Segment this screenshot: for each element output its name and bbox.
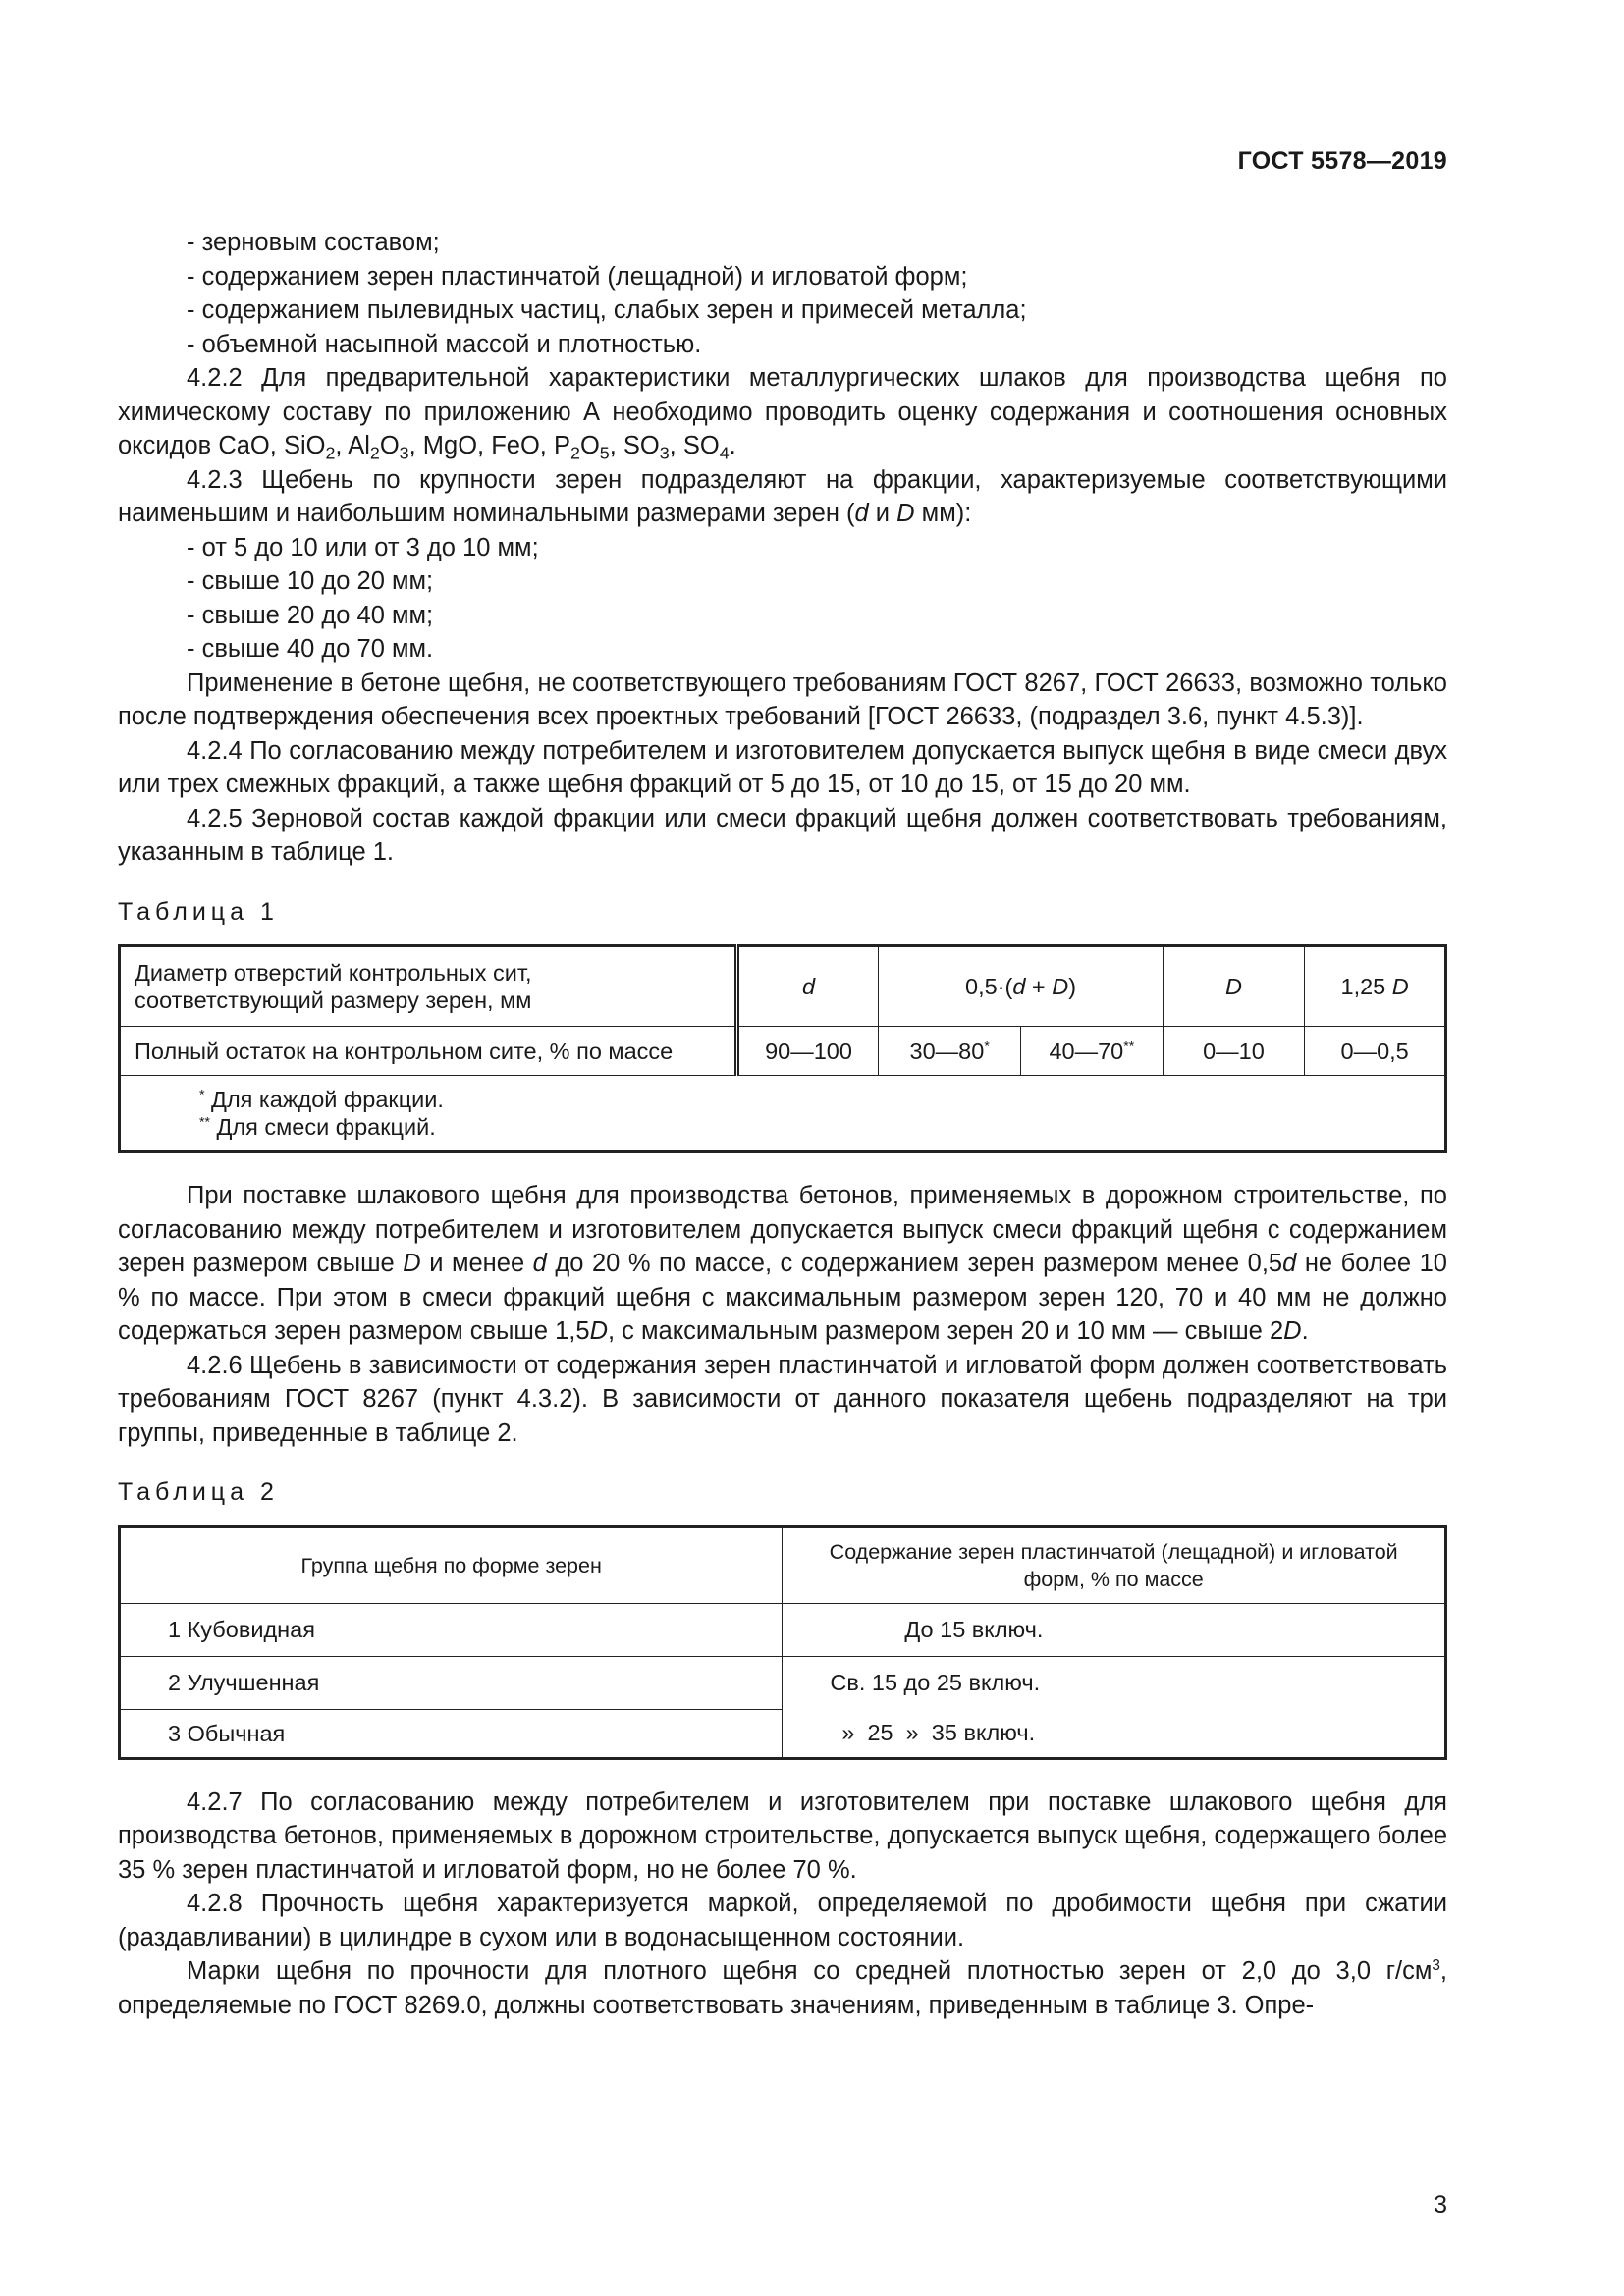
table1-header-D: D [1163, 946, 1305, 1027]
paragraph-supply: При поставке шлакового щебня для производства бетонов, применяемых в дорожном строительстве, по согласованию между потребителем и изготовителем допускается выпуск смеси фракций щебня с содержанием зерен размером свыше D и менее d до 20 % по массе, с содержанием зерен размером менее 0,5d не более 10 % по массе. При этом в смеси фракций щебня с максимальным размером зерен 120, 70 и 40 мм не должно содержаться зерен размером свыше 1,5D, с максимальным размером зерен 20 и 10 мм — свыше 2D. [118, 1182, 1447, 1345]
page-number: 3 [1434, 2191, 1447, 2218]
table-row [120, 1656, 1446, 1709]
table2-value: Св. 15 до 25 включ. [783, 1656, 1446, 1709]
table-1-caption: Таблица 1 [118, 897, 279, 926]
paragraph-4-2-2: 4.2.2 Для предварительной характеристики металлургических шлаков для производства щебня по химическому составу по приложению А необходимо проводить оценку содержания и соотношения основных оксидов CaO, SiO$_2$, $Al_2O_3$, MgO, FeO, $P_2O_5$, $SO_3$, $SO_4$. [118, 364, 1447, 463]
table-1 [118, 944, 1447, 1153]
paragraph-4-2-5: 4.2.5 Зерновой состав каждой фракции или смеси фракций щебня должен соответствовать требованиям, указанным в таблице 1. [118, 804, 1447, 866]
table2-group: 2 Улучшенная [120, 1656, 783, 1709]
table1-header-mid: 0,5·(d + D) [879, 946, 1163, 1027]
table1-cell: 0—0,5 [1305, 1027, 1446, 1076]
list-item: - свыше 20 до 40 мм; [187, 601, 434, 629]
table2-header-content: Содержание зерен пластинчатой (лещадной) и игловатой форм, % по массе [783, 1526, 1446, 1603]
list-item: - зерновым составом; [187, 229, 440, 256]
paragraph-4-2-6: 4.2.6 Щебень в зависимости от содержания зерен пластинчатой и игловатой форм должен соответствовать требованиям ГОСТ 8267 (пункт 4.3.2). В зависимости от данного показателя щебень подразделяют на три группы, приведенные в таблице 2. [118, 1351, 1447, 1447]
document-code: ГОСТ 5578—2019 [1237, 147, 1447, 175]
table1-row1-label: Диаметр отверстий контрольных сит, соответствующий размеру зерен, мм [120, 946, 737, 1027]
table1-cell: 40—70** [1021, 1027, 1164, 1076]
table1-header-d: d [736, 946, 879, 1027]
table2-group: 3 Обычная [120, 1709, 783, 1758]
paragraph-4-2-3: 4.2.3 Щебень по крупности зерен подразделяют на фракции, характеризуемые соответствующими наименьшим и наибольшим номинальными размерами зерен (d и D мм): [118, 465, 1447, 527]
table1-cell: 30—80* [879, 1027, 1021, 1076]
table-row [120, 1526, 1446, 1603]
list-item: - от 5 до 10 или от 3 до 10 мм; [187, 533, 539, 561]
table-row [120, 1027, 1446, 1076]
table-2-caption: Таблица 2 [118, 1478, 279, 1506]
paragraph-application: Применение в бетоне щебня, не соответствующего требованиям ГОСТ 8267, ГОСТ 26633, возможно только после подтверждения обеспечения всех проектных требований [ГОСТ 26633, (подраздел 3.6, пункт 4.5.3)]. [118, 668, 1447, 730]
table-row [120, 946, 1446, 1027]
table1-cell: 90—100 [736, 1027, 879, 1076]
table-row [120, 1076, 1446, 1152]
footnote: * Для каждой фракции. [199, 1086, 444, 1112]
table-row [120, 1603, 1446, 1656]
table1-cell: 0—10 [1163, 1027, 1305, 1076]
table1-footnotes [120, 1076, 1446, 1152]
table-2 [118, 1525, 1447, 1760]
table2-value: » 25 » 35 включ. [783, 1709, 1446, 1758]
table-row [120, 1709, 1446, 1758]
table1-header-125D: 1,25 D [1305, 946, 1446, 1027]
paragraph-grades: Марки щебня по прочности для плотного щебня со средней плотностью зерен от 2,0 до 3,0 $г/см^3$, определяемые по ГОСТ 8269.0, должны соответствовать значениям, приведенным в таблице 3. Опре- [118, 1956, 1447, 2019]
list-item: - свыше 40 до 70 мм. [187, 635, 434, 663]
page-body [118, 226, 1447, 2022]
list-item: - свыше 10 до 20 мм; [187, 567, 434, 595]
paragraph-4-2-7: 4.2.7 По согласованию между потребителем и изготовителем при поставке шлакового щебня для производства бетонов, применяемых в дорожном строительстве, допускается выпуск щебня, содержащего более 35 % зерен пластинчатой и игловатой форм, но не более 70 %. [118, 1788, 1447, 1884]
table2-value: До 15 включ. [783, 1603, 1446, 1656]
list-item: - объемной насыпной массой и плотностью. [187, 330, 702, 358]
table1-row2-label: Полный остаток на контрольном сите, % по массе [120, 1027, 737, 1076]
list-item: - содержанием пылевидных частиц, слабых зерен и примесей металла; [187, 296, 1027, 324]
paragraph-4-2-8: 4.2.8 Прочность щебня характеризуется маркой, определяемой по дробимости щебня при сжатии (раздавливании) в цилиндре в сухом или в водонасыщенном состоянии. [118, 1890, 1447, 1951]
footnote: ** Для смеси фракций. [199, 1113, 436, 1140]
table2-group: 1 Кубовидная [120, 1603, 783, 1656]
table2-header-group: Группа щебня по форме зерен [120, 1526, 783, 1603]
paragraph-4-2-4: 4.2.4 По согласованию между потребителем и изготовителем допускается выпуск щебня в виде смеси двух или трех смежных фракций, а также щебня фракций от 5 до 15, от 10 до 15, от 15 до 20 мм. [118, 736, 1447, 798]
list-item: - содержанием зерен пластинчатой (лещадной) и игловатой форм; [187, 262, 968, 291]
